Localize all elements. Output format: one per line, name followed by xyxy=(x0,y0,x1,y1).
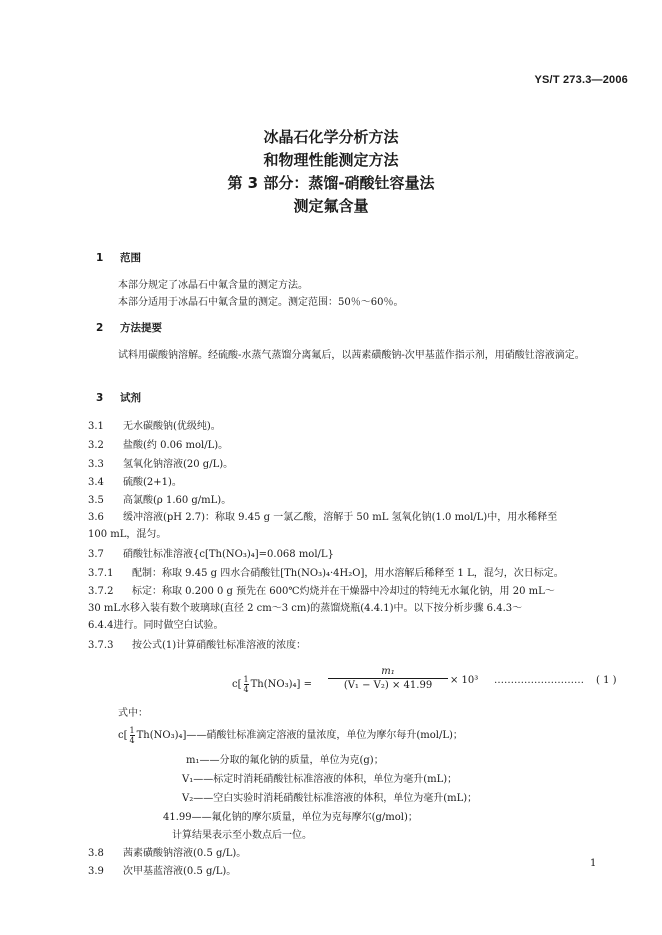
item-3-7-2-line-3: 6.4.4进行。同时做空白试验。 xyxy=(88,620,224,631)
item-text: 缓冲溶液(pH 2.7)：称取 9.45 g 一氯乙酸，溶解于 50 mL 氢氧化钠(1.0 mol/L)中，用水稀释至 xyxy=(123,512,558,523)
section-2-paragraph: 试料用碳酸钠溶解。经硫酸-水蒸气蒸馏分离氟后，以茜素磺酸钠-次甲基蓝作指示剂，用硝酸钍溶液滴定。 xyxy=(118,350,585,361)
item-number: 3.7.3 xyxy=(88,640,114,651)
item-3-7-3 xyxy=(88,636,306,651)
where-definition-m1: m₁——分取的氟化钠的质量，单位为克(g)； xyxy=(186,755,384,766)
item-3-6-continuation: 100 mL，混匀。 xyxy=(88,529,167,540)
section-3-title: 试剂 xyxy=(120,392,141,404)
fraction-quarter xyxy=(244,675,249,694)
page-number: 1 xyxy=(590,858,597,869)
item-number: 3.7 xyxy=(88,549,104,560)
item-number: 3.6 xyxy=(88,512,104,523)
item-text: 次甲基蓝溶液(0.5 g/L)。 xyxy=(123,866,237,877)
section-1-number: 1 xyxy=(96,252,104,264)
title-line-1: 冰晶石化学分析方法 xyxy=(263,128,399,146)
item-number: 3.2 xyxy=(88,440,104,451)
section-1-paragraph-2: 本部分适用于冰晶石中氟含量的测定。测定范围：50％～60％。 xyxy=(118,297,404,308)
item-number: 3.8 xyxy=(88,848,104,859)
item-text: 高氯酸(ρ 1.60 g/mL)。 xyxy=(123,495,232,506)
item-3-8 xyxy=(88,844,246,859)
section-1-paragraph-1: 本部分规定了冰晶石中氟含量的测定方法。 xyxy=(118,280,308,291)
formula-numerator: m₁ xyxy=(328,666,448,679)
item-3-6 xyxy=(88,508,557,523)
fraction-numerator: 1 xyxy=(129,726,135,735)
formula-dots: ……………………… xyxy=(494,675,584,686)
fraction-quarter xyxy=(130,726,135,745)
title-line-3: 第 3 部分：蒸馏-硝酸钍容量法 xyxy=(227,174,435,192)
title-line-2: 和物理性能测定方法 xyxy=(263,151,399,169)
section-3-heading xyxy=(96,390,141,405)
section-1-title: 范围 xyxy=(120,252,141,264)
item-3-5 xyxy=(88,491,231,506)
item-number: 3.1 xyxy=(88,421,104,432)
item-number: 3.3 xyxy=(88,459,104,470)
item-text: 按公式(1)计算硝酸钍标准溶液的浓度： xyxy=(132,640,307,651)
item-text: 配制：称取 9.45 g 四水合硝酸钍[Th(NO₃)₄·4H₂O]，用水溶解后稀释至 1 L，混匀，次日标定。 xyxy=(132,568,564,579)
item-number: 3.7.2 xyxy=(88,586,114,597)
item-3-9 xyxy=(88,862,236,877)
item-number: 3.5 xyxy=(88,495,104,506)
where-result-note: 计算结果表示至小数点后一位。 xyxy=(172,830,312,841)
standard-number: YS/T 273.3—2006 xyxy=(534,74,628,86)
formula-lhs-prefix: c[ xyxy=(232,679,242,690)
where-label: 式中： xyxy=(118,708,148,719)
where-definition-v1: V₁——标定时消耗硝酸钍标准溶液的体积，单位为毫升(mL)； xyxy=(182,774,458,785)
item-text: 标定：称取 0.200 0 g 预先在 600℃灼烧并在干燥器中冷却过的特纯无水氟化钠，用 20 mL～ xyxy=(132,586,555,597)
item-3-7-1 xyxy=(88,564,564,579)
item-text: 硝酸钍标准溶液{c[Th(NO₃)₄]=0.068 mol/L} xyxy=(123,549,334,560)
item-text: 盐酸(约 0.06 mol/L)。 xyxy=(123,440,229,451)
item-text: 无水碳酸钠(优级纯)。 xyxy=(123,421,221,432)
item-3-4 xyxy=(88,473,182,488)
formula-fraction xyxy=(328,666,448,691)
formula-lhs xyxy=(232,675,312,694)
fraction-numerator: 1 xyxy=(243,675,249,684)
formula-lhs-suffix: Th(NO₃)₄] = xyxy=(250,679,312,690)
fraction-denominator: 4 xyxy=(243,685,249,694)
formula-number: ( 1 ) xyxy=(596,675,617,686)
where-definition-c xyxy=(118,726,463,745)
section-2-number: 2 xyxy=(96,322,104,334)
section-2-heading xyxy=(96,320,162,335)
formula-multiplier: × 10³ xyxy=(450,675,479,686)
where-definition-molar-mass: 41.99——氟化钠的摩尔质量，单位为克每摩尔(g/mol)； xyxy=(163,812,418,823)
item-3-7-2-line-2: 30 mL水移入装有数个玻璃球(直径 2 cm～3 cm)的蒸馏烧瓶(4.4.1)中。以下按分析步骤 6.4.3～ xyxy=(88,603,523,614)
item-3-2 xyxy=(88,436,228,451)
document-title xyxy=(0,126,662,218)
item-number: 3.9 xyxy=(88,866,104,877)
item-text: 氢氧化钠溶液(20 g/L)。 xyxy=(123,459,234,470)
title-line-4: 测定氟含量 xyxy=(293,197,369,215)
formula-denominator: (V₁ − V₂) × 41.99 xyxy=(343,680,433,691)
fraction-denominator: 4 xyxy=(129,736,135,745)
item-number: 3.7.1 xyxy=(88,568,114,579)
where-c-prefix: c[ xyxy=(118,730,128,741)
where-c-suffix: Th(NO₃)₄]——硝酸钍标准滴定溶液的量浓度，单位为摩尔每升(mol/L)； xyxy=(136,730,463,741)
section-3-number: 3 xyxy=(96,392,104,404)
item-3-3 xyxy=(88,455,233,470)
section-2-title: 方法提要 xyxy=(120,322,162,334)
item-text: 茜素磺酸钠溶液(0.5 g/L)。 xyxy=(123,848,247,859)
item-3-1 xyxy=(88,417,221,432)
item-text: 硫酸(2+1)。 xyxy=(123,477,182,488)
section-1-heading xyxy=(96,250,141,265)
where-definition-v2: V₂——空白实验时消耗硝酸钍标准溶液的体积，单位为毫升(mL)； xyxy=(182,793,478,804)
item-number: 3.4 xyxy=(88,477,104,488)
item-3-7-2 xyxy=(88,582,555,597)
item-3-7 xyxy=(88,545,334,560)
